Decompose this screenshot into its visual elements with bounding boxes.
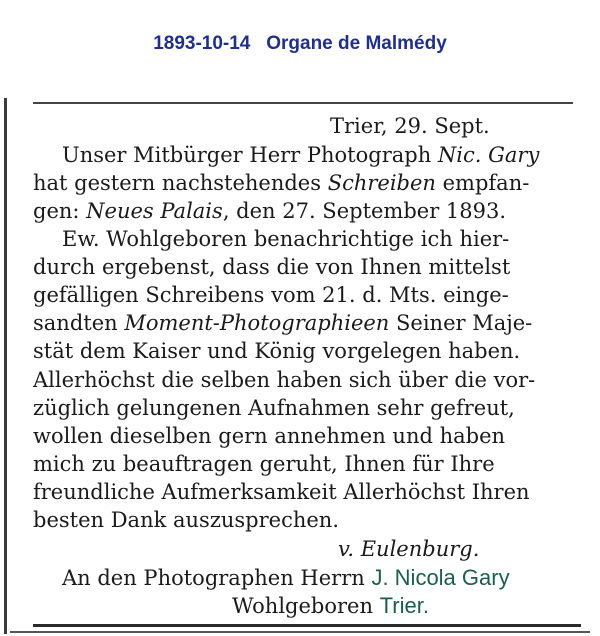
bottom-rule (33, 624, 581, 627)
article-line: gefälligen Schreibens vom 21. d. Mts. einge- (33, 283, 509, 307)
address-line (232, 593, 429, 619)
header-publication: Organe de Malmédy (266, 33, 447, 54)
text-run: empfan- (435, 171, 530, 195)
article-line: Allerhöchst die selben haben sich über die vor- (33, 368, 536, 392)
article-line: durch ergebenst, dass die von Ihnen mittelst (33, 255, 511, 279)
text-run: gen: (33, 199, 87, 223)
article-line (33, 311, 532, 335)
handwritten-place: Trier. (379, 593, 429, 618)
text-run: Wohlgeboren (232, 594, 380, 618)
article-line: besten Dank auszusprechen. (33, 508, 340, 532)
text-run-italic: Neues Palais (86, 199, 223, 223)
article-line: stät dem Kaiser und König vorgelegen haben. (33, 339, 521, 363)
text-run: , den 27. September 1893. (222, 199, 507, 223)
address-line (62, 565, 510, 591)
text-run: Seiner Maje- (389, 311, 533, 335)
article-line (33, 199, 506, 223)
signature: v. Eulenburg. (338, 537, 480, 561)
bottom-rule-thin (10, 631, 590, 633)
article-line: freundliche Aufmerksamkeit Allerhöchst Ihren (33, 480, 530, 504)
article-line (62, 143, 539, 167)
text-run-italic: Schreiben (327, 171, 436, 195)
article-line: Ew. Wohlgeboren benachrichtige ich hier- (62, 227, 510, 251)
page-header (0, 33, 600, 55)
text-run: hat gestern nachstehendes (33, 171, 328, 195)
text-run: An den Photographen Herrn (62, 566, 372, 590)
top-separator-rule (33, 102, 573, 104)
article-line: wollen dieselben gern annehmen und haben (33, 424, 506, 448)
text-run: sandten (33, 311, 125, 335)
handwritten-name: J. Nicola Gary (371, 565, 510, 590)
article-line (33, 171, 529, 195)
article-line: züglich gelungenen Aufnahmen sehr gefreut, (33, 396, 515, 420)
header-date: 1893-10-14 (153, 33, 251, 54)
dateline: Trier, 29. Sept. (330, 114, 490, 138)
text-run: Unser Mitbürger Herr Photograph (62, 143, 438, 167)
article-line: mich zu beauftragen geruht, Ihnen für Ihre (33, 452, 495, 476)
left-column-rule (4, 98, 7, 634)
text-run-italic: Nic. Gary (437, 143, 540, 167)
text-run-italic: Moment-Photographieen (124, 311, 390, 335)
